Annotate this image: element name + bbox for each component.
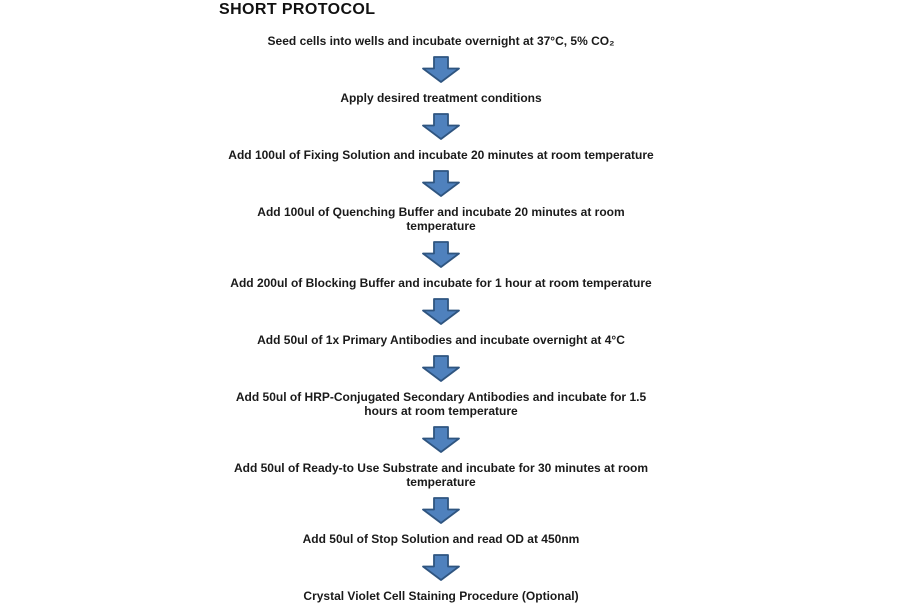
- down-arrow-icon: [422, 170, 460, 197]
- protocol-step-text: Crystal Violet Cell Staining Procedure (Optional): [303, 589, 579, 603]
- protocol-step-text: hours at room temperature: [364, 404, 518, 418]
- protocol-step: [234, 461, 648, 489]
- protocol-step-text: Seed cells into wells and incubate overnight at 37°C, 5% CO₂: [267, 34, 615, 48]
- protocol-step-text: temperature: [406, 219, 476, 233]
- protocol-flow: [160, 34, 722, 603]
- protocol-step: [230, 276, 651, 290]
- protocol-step-text: Add 100ul of Fixing Solution and incubate 20 minutes at room temperature: [228, 148, 654, 162]
- down-arrow-icon: [422, 113, 460, 140]
- protocol-step-text: Add 50ul of Ready-to Use Substrate and incubate for 30 minutes at room: [233, 461, 649, 475]
- down-arrow-icon: [422, 241, 460, 268]
- down-arrow-icon: [422, 298, 460, 325]
- protocol-step-text: Add 50ul of Stop Solution and read OD at 450nm: [302, 532, 580, 546]
- down-arrow-icon: [422, 355, 460, 382]
- protocol-step: [303, 532, 580, 546]
- protocol-step: [228, 148, 653, 162]
- protocol-step: [268, 34, 615, 48]
- page-title: SHORT PROTOCOL: [219, 1, 376, 18]
- protocol-step: [303, 589, 578, 603]
- protocol-step: [257, 333, 625, 347]
- down-arrow-icon: [422, 554, 460, 581]
- protocol-step-text: Add 50ul of HRP-Conjugated Secondary Antibodies and incubate for 1.5: [235, 390, 647, 404]
- protocol-step-text: Add 100ul of Quenching Buffer and incubate 20 minutes at room: [257, 205, 625, 219]
- protocol-step-text: Apply desired treatment conditions: [340, 91, 542, 105]
- down-arrow-icon: [422, 56, 460, 83]
- protocol-step: [257, 205, 624, 233]
- down-arrow-icon: [422, 426, 460, 453]
- protocol-step-text: Add 200ul of Blocking Buffer and incubate for 1 hour at room temperature: [230, 276, 652, 290]
- protocol-step: [236, 390, 646, 418]
- protocol-step-text: temperature: [406, 475, 476, 489]
- down-arrow-icon: [422, 497, 460, 524]
- protocol-step: [340, 91, 541, 105]
- protocol-step-text: Add 50ul of 1x Primary Antibodies and incubate overnight at 4°C: [257, 333, 625, 347]
